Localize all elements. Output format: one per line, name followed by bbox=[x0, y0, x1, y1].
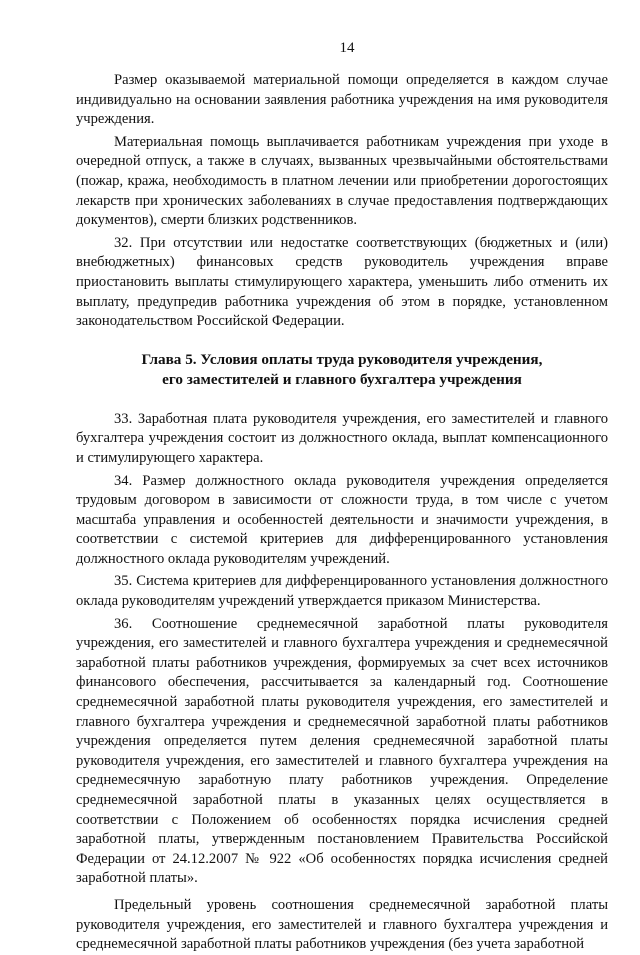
paragraph-36: 36. Соотношение среднемесячной заработной платы руководителя учреждения, его заместителей и главного бухгалтера учреждения и среднемесячной заработной платы работников учреждения, формируемых за счет всех источников финансового обеспечения, рассчитывается за календарный год. Соотношение среднемесячной заработной платы руководителя учреждения, его заместителей и главного бухгалтера учреждения и среднемесячной заработной платы работников учреждения определяется путем деления среднемесячной заработной платы руководителя учреждения, его заместителей и главного бухгалтера учреждения на среднемесячную заработную плату работников учреждения. Определение среднемесячной заработной платы в указанных целях осуществляется в соответствии с Положением об особенностях порядка исчисления средней заработной платы, утвержденным постановлением Правительства Российской Федерации от 24.12.2007 № 922 «Об особенностях порядка исчисления средней заработной платы». bbox=[76, 615, 608, 887]
paragraph-34: 34. Размер должностного оклада руководителя учреждения определяется трудовым договором в зависимости от сложности труда, в том числе с учетом масштаба управления и особенностей деятельности и значимости учреждения, в соответствии с системой критериев для дифференцированного установления должностного оклада руководителям учреждений. bbox=[76, 472, 608, 567]
paragraph-material-aid-amount: Размер оказываемой материальной помощи определяется в каждом случае индивидуально на основании заявления работника учреждения на имя руководителя учреждения. bbox=[76, 72, 608, 128]
paragraph-material-aid-conditions: Материальная помощь выплачивается работникам учреждения при уходе в очередной отпуск, а также в случаях, вызванных чрезвычайными обстоятельствами (пожар, кража, необходимость в платном лечении или приобретении дорогостоящих лекарств при хронических заболеваниях в случае предоставления подтверждающих документов), смерти близких родственников. bbox=[76, 133, 608, 229]
paragraph-35: 35. Система критериев для дифференцированного установления должностного оклада руководителям учреждений утверждается приказом Министерства. bbox=[76, 573, 608, 610]
paragraph-32: 32. При отсутствии или недостатке соответствующих (бюджетных и (или) внебюджетных) финансовых средств руководитель учреждения вправе приостановить выплаты стимулирующего характера, уменьшить либо отменить их выплату, предупредив работника учреждения об этом в порядке, установленном законодательством Российской Федерации. bbox=[76, 234, 608, 330]
chapter-heading-line-2: его заместителей и главного бухгалтера учреждения bbox=[162, 370, 522, 388]
page-number: 14 bbox=[339, 40, 355, 56]
paragraph-33: 33. Заработная плата руководителя учреждения, его заместителей и главного бухгалтера учреждения состоит из должностного оклада, выплат компенсационного и стимулирующего характера. bbox=[76, 410, 608, 466]
paragraph-limit-ratio: Предельный уровень соотношения среднемесячной заработной платы руководителя учреждения, его заместителей и главного бухгалтера учреждения и среднемесячной заработной платы работников учреждения (без учета заработной bbox=[76, 896, 608, 953]
chapter-heading-line-1: Глава 5. Условия оплаты труда руководителя учреждения, bbox=[141, 350, 543, 368]
chapter-heading bbox=[76, 350, 608, 390]
